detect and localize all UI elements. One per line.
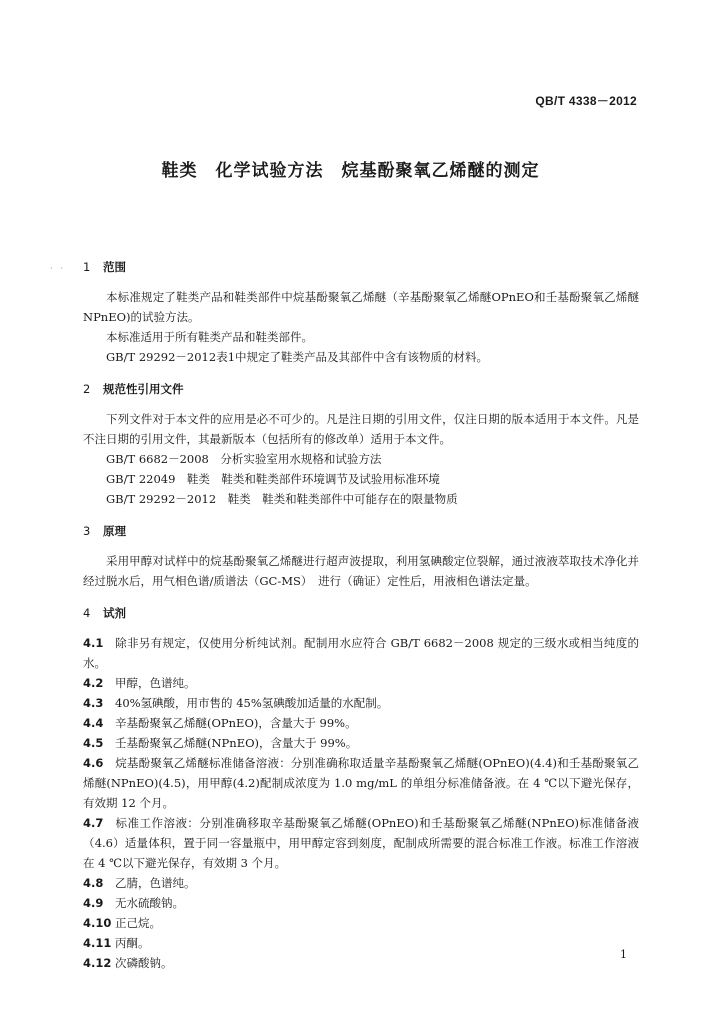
clause-number: 4.5 xyxy=(83,736,104,750)
paragraph: 本标准适用于所有鞋类产品和鞋类部件。 xyxy=(106,330,313,344)
clause-text: 次磷酸钠。 xyxy=(115,956,173,970)
document-body xyxy=(83,257,639,973)
section-title: 试剂 xyxy=(103,606,126,620)
clause-text: 除非另有规定，仅使用分析纯试剂。配制用水应符合 GB/T 6682－2008 规定的三级水或相当纯度的水。 xyxy=(83,636,639,670)
normative-reference: GB/T 29292－2012 鞋类 鞋类和鞋类部件中可能存在的限量物质 xyxy=(106,492,458,506)
clause-item xyxy=(83,753,639,813)
clause-item xyxy=(83,873,639,893)
section-1-heading xyxy=(83,257,639,277)
clause-item xyxy=(83,813,639,873)
clause-number: 4.8 xyxy=(83,876,104,890)
clause-text: 甲醇，色谱纯。 xyxy=(115,676,196,690)
section-title: 原理 xyxy=(103,524,126,538)
clause-text: 标准工作溶液：分别准确移取辛基酚聚氧乙烯醚(OPnEO)和壬基酚聚氧乙烯醚(NPnEO)标准储备液（4.6）适量体积，置于同一容量瓶中，用甲醇定容到刻度，配制成所需要的混合标准工作液。标准工作溶液在 4 ℃以下避光保存，有效期 3 个月。 xyxy=(83,816,639,870)
document-title: 鞋类 化学试验方法 烷基酚聚氧乙烯醚的测定 xyxy=(161,161,540,181)
paragraph: 下列文件对于本文件的应用是必不可少的。凡是注日期的引用文件，仅注日期的版本适用于本文件。凡是不注日期的引用文件，其最新版本（包括所有的修改单）适用于本文件。 xyxy=(83,412,639,446)
clause-text: 乙腈，色谱纯。 xyxy=(115,876,196,890)
section-number: 3 xyxy=(83,524,91,538)
section-2-heading xyxy=(83,379,639,399)
section-title: 规范性引用文件 xyxy=(103,382,184,396)
section-3-heading xyxy=(83,521,639,541)
normative-reference: GB/T 22049 鞋类 鞋类和鞋类部件环境调节及试验用标准环境 xyxy=(106,472,440,486)
clause-number: 4.7 xyxy=(83,816,104,830)
clause-text: 辛基酚聚氧乙烯醚(OPnEO)，含量大于 99%。 xyxy=(115,716,357,730)
clause-number: 4.2 xyxy=(83,676,104,690)
clause-text: 丙酮。 xyxy=(115,936,150,950)
clause-text: 烷基酚聚氧乙烯醚标准储备溶液：分别准确称取适量辛基酚聚氧乙烯醚(OPnEO)(4.4)和壬基酚聚氧乙烯醚(NPnEO)(4.5)，用甲醇(4.2)配制成浓度为 1.0 mg/mL 的单组分标准储备液。在 4 ℃以下避光保存，有效期 12 个月。 xyxy=(83,756,639,810)
clause-item xyxy=(83,913,639,933)
clause-text: 40%氢碘酸，用市售的 45%氢碘酸加适量的水配制。 xyxy=(115,696,389,710)
section-number: 4 xyxy=(83,606,91,620)
clause-number: 4.6 xyxy=(83,756,104,770)
section-title: 范围 xyxy=(103,260,126,274)
clause-number: 4.12 xyxy=(83,956,112,970)
clause-item xyxy=(83,713,639,733)
paragraph: 采用甲醇对试样中的烷基酚聚氧乙烯醚进行超声波提取，利用氢碘酸定位裂解，通过液液萃取技术净化并经过脱水后，用气相色谱/质谱法（GC-MS） 进行（确证）定性后，用液相色谱法定量。 xyxy=(83,554,639,588)
clause-text: 正己烷。 xyxy=(115,916,161,930)
section-number: 2 xyxy=(83,382,91,396)
clause-number: 4.11 xyxy=(83,936,112,950)
margin-mark: · · xyxy=(50,264,64,273)
clause-number: 4.3 xyxy=(83,696,104,710)
page-number: 1 xyxy=(620,948,627,961)
clause-number: 4.10 xyxy=(83,916,112,930)
section-4-heading xyxy=(83,603,639,623)
clause-number: 4.4 xyxy=(83,716,104,730)
paragraph: GB/T 29292－2012表1中规定了鞋类产品及其部件中含有该物质的材料。 xyxy=(106,350,489,364)
section-number: 1 xyxy=(83,260,91,274)
clause-text: 无水硫酸钠。 xyxy=(115,896,184,910)
clause-number: 4.1 xyxy=(83,636,104,650)
clause-item xyxy=(83,633,639,673)
standard-code: QB/T 4338－2012 xyxy=(535,94,637,108)
clause-item xyxy=(83,733,639,753)
clause-item xyxy=(83,933,639,953)
clause-item xyxy=(83,673,639,693)
clause-item xyxy=(83,953,639,973)
paragraph: 本标准规定了鞋类产品和鞋类部件中烷基酚聚氧乙烯醚（辛基酚聚氧乙烯醚OPnEO和壬基酚聚氧乙烯醚NPnEO)的试验方法。 xyxy=(83,290,639,324)
clause-item xyxy=(83,693,639,713)
normative-reference: GB/T 6682－2008 分析实验室用水规格和试验方法 xyxy=(106,452,382,466)
clause-number: 4.9 xyxy=(83,896,104,910)
clause-text: 壬基酚聚氧乙烯醚(NPnEO)，含量大于 99%。 xyxy=(115,736,358,750)
clause-item xyxy=(83,893,639,913)
